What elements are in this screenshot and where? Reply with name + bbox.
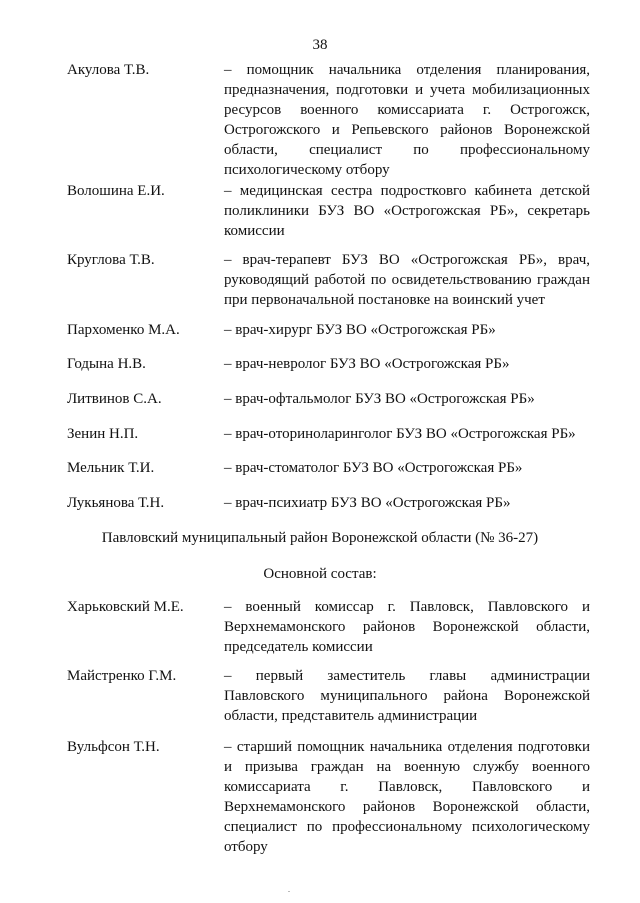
- scan-speck: [288, 891, 290, 892]
- member-role: – первый заместитель главы администрации Павловского муниципального района Воронежской области, представитель администрации: [224, 668, 590, 724]
- member-name: Харьковский М.Е.: [67, 599, 184, 615]
- member-name: Годына Н.В.: [67, 356, 146, 372]
- member-name: Мельник Т.И.: [67, 460, 155, 476]
- member-name: Зенин Н.П.: [67, 426, 139, 442]
- member-name: Круглова Т.В.: [67, 252, 155, 268]
- member-name: Майстренко Г.М.: [67, 668, 177, 684]
- member-role: – военный комиссар г. Павловск, Павловского и Верхнемамонского районов Воронежской области, председатель комиссии: [224, 599, 590, 655]
- member-role: – врач-офтальмолог БУЗ ВО «Острогожская РБ»: [224, 391, 535, 407]
- member-role: – помощник начальника отделения планирования, предназначения, подготовки и учета мобилизационных ресурсов военного комиссариата г. Острогожск, Острогожского и Репьевского районов Воронежской области, специалист по профессиональному психологическому отбору: [224, 62, 590, 178]
- member-role: – врач-хирург БУЗ ВО «Острогожская РБ»: [224, 322, 496, 338]
- member-role: – врач-терапевт БУЗ ВО «Острогожская РБ», врач, руководящий работой по освидетельствованию граждан при первоначальной постановке на воинский учет: [224, 252, 590, 308]
- member-role: – медицинская сестра подростковго кабинета детской поликлиники БУЗ ВО «Острогожская РБ», секретарь комиссии: [224, 183, 590, 239]
- page-number: 38: [312, 37, 328, 53]
- member-name: Акулова Т.В.: [67, 62, 150, 78]
- member-name: Вульфсон Т.Н.: [67, 739, 160, 755]
- member-name: Лукьянова Т.Н.: [67, 495, 165, 511]
- member-name: Литвинов С.А.: [67, 391, 162, 407]
- member-name: Волошина Е.И.: [67, 183, 165, 199]
- member-role: – врач-невролог БУЗ ВО «Острогожская РБ»: [224, 356, 510, 372]
- member-role: – врач-стоматолог БУЗ ВО «Острогожская РБ»: [224, 460, 523, 476]
- member-role: – врач-оториноларинголог БУЗ ВО «Острогожская РБ»: [224, 426, 576, 442]
- subsection-title: Основной состав:: [263, 566, 377, 582]
- member-role: – врач-психиатр БУЗ ВО «Острогожская РБ»: [224, 495, 511, 511]
- member-role: – старший помощник начальника отделения подготовки и призыва граждан на военную службу военного комиссариата г. Павловск, Павловского и Верхнемамонского районов Воронежской области, специалист по профессиональному психологическому отбору: [224, 739, 590, 855]
- section-title: Павловский муниципальный район Воронежской области (№ 36-27): [101, 530, 539, 546]
- member-name: Пархоменко М.А.: [67, 322, 180, 338]
